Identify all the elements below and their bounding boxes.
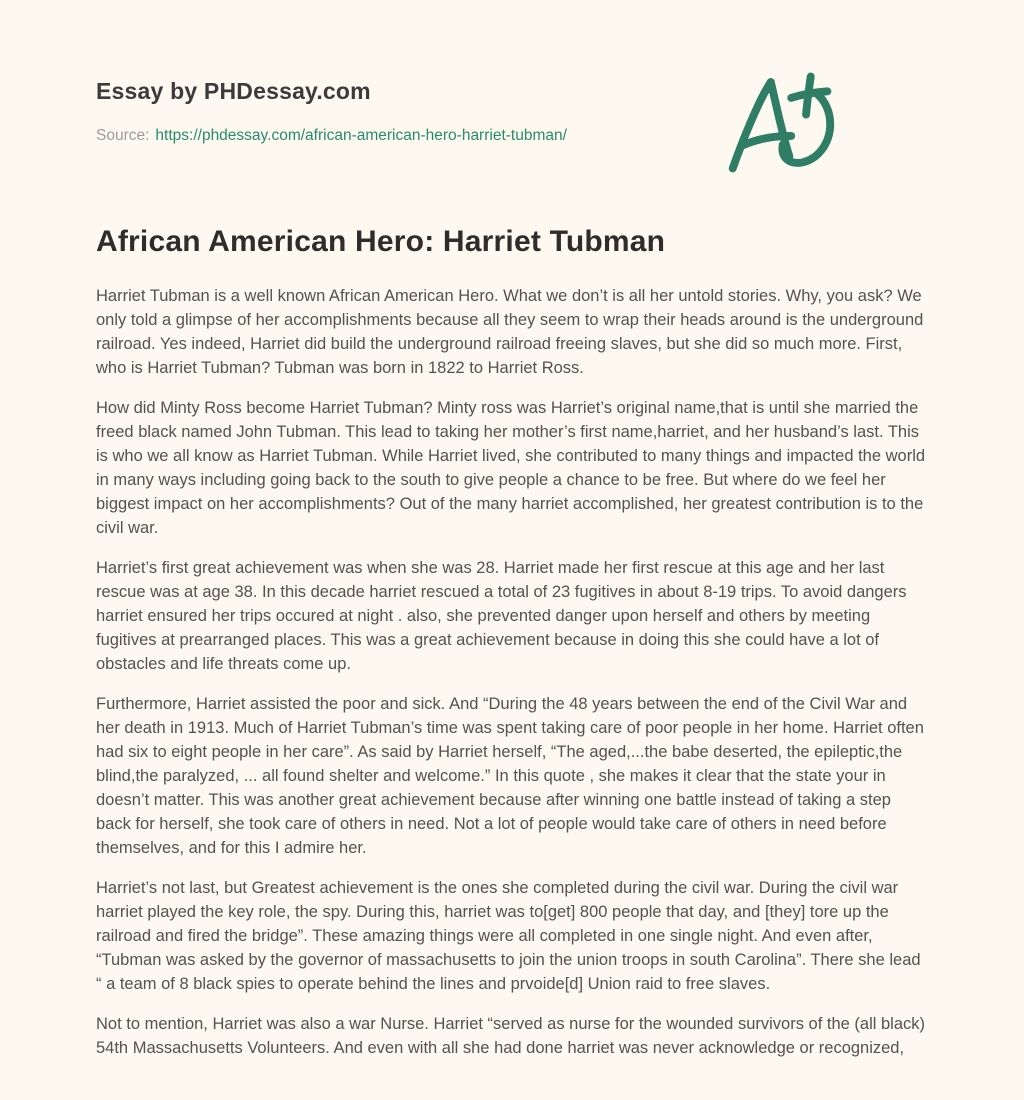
paragraph-3: Harriet’s first great achievement was when she was 28. Harriet made her first rescue at this age and her last rescue was at age 38. In this decade harriet rescued a total of 23 fugitives in about 8-19 trips. To avoid dangers harriet ensured her trips occured at night . also, she prevented danger upon herself and others by meeting fugitives at prearranged places. This was a great achievement because in doing this she could have a lot of obstacles and life threats come up. — [96, 559, 907, 673]
article-body — [96, 284, 928, 1060]
paragraph-4: Furthermore, Harriet assisted the poor and sick. And “During the 48 years between the end of the Civil War and her death in 1913. Much of Harriet Tubman’s time was spent taking care of poor people in her home. Harriet often had six to eight people in her care”. As said by Harriet herself, “The aged,...the babe deserted, the epileptic,the blind,the paralyzed, ... all found shelter and welcome.” In this quote , she makes it clear that the state your in doesn’t matter. This was another great achievement because after winning one battle instead of taking a step back for herself, she took care of others in need. Not a lot of people would take care of others in need before themselves, and for this I admire her. — [96, 695, 924, 857]
source-link[interactable]: https://phdessay.com/african-american-hero-harriet-tubman/ — [155, 127, 567, 144]
paragraph-6: Not to mention, Harriet was also a war Nurse. Harriet “served as nurse for the wounded survivors of the (all black) 54th Massachusetts Volunteers. And even with all she had done harriet was never acknowledge or recognized, — [96, 1015, 926, 1057]
article-title: African American Hero: Harriet Tubman — [96, 225, 666, 258]
source-label: Source: — [96, 127, 150, 144]
paragraph-5: Harriet’s not last, but Greatest achievement is the ones she completed during the civil war. During the civil war harriet played the key role, the spy. During this, harriet was to[get] 800 people that day, and [they] tore up the railroad and fired the bridge”. These amazing things were all completed in one single night. And even after, “Tubman was asked by the governor of massachusetts to join the union troops in south Carolina”. There she lead “ a team of 8 black spies to operate behind the lines and prvoide[d] Union raid to free slaves. — [96, 879, 921, 993]
paragraph-1: Harriet Tubman is a well known African American Hero. What we don’t is all her untold stories. Why, you ask? We only told a glimpse of her accomplishments because all they seem to wrap their heads around is the underground railroad. Yes indeed, Harriet did build the underground railroad freeing slaves, but she did so much more. First, who is Harriet Tubman? Tubman was born in 1822 to Harriet Ross. — [96, 287, 924, 377]
paragraph-2: How did Minty Ross become Harriet Tubman? Minty ross was Harriet’s original name,that is until she married the freed black named John Tubman. This lead to taking her mother’s first name,harriet, and her husband’s last. This is who we all know as Harriet Tubman. While Harriet lived, she contributed to many things and impacted the world in many ways including going back to the south to give people a chance to be free. But where do we feel her biggest impact on her accomplishments? Out of the many harriet accomplished, her greatest contribution is to the civil war. — [96, 399, 926, 537]
page-header — [96, 78, 928, 145]
site-title: Essay by PHDessay.com — [96, 78, 371, 104]
phdessay-a-plus-logo-icon — [722, 70, 840, 174]
